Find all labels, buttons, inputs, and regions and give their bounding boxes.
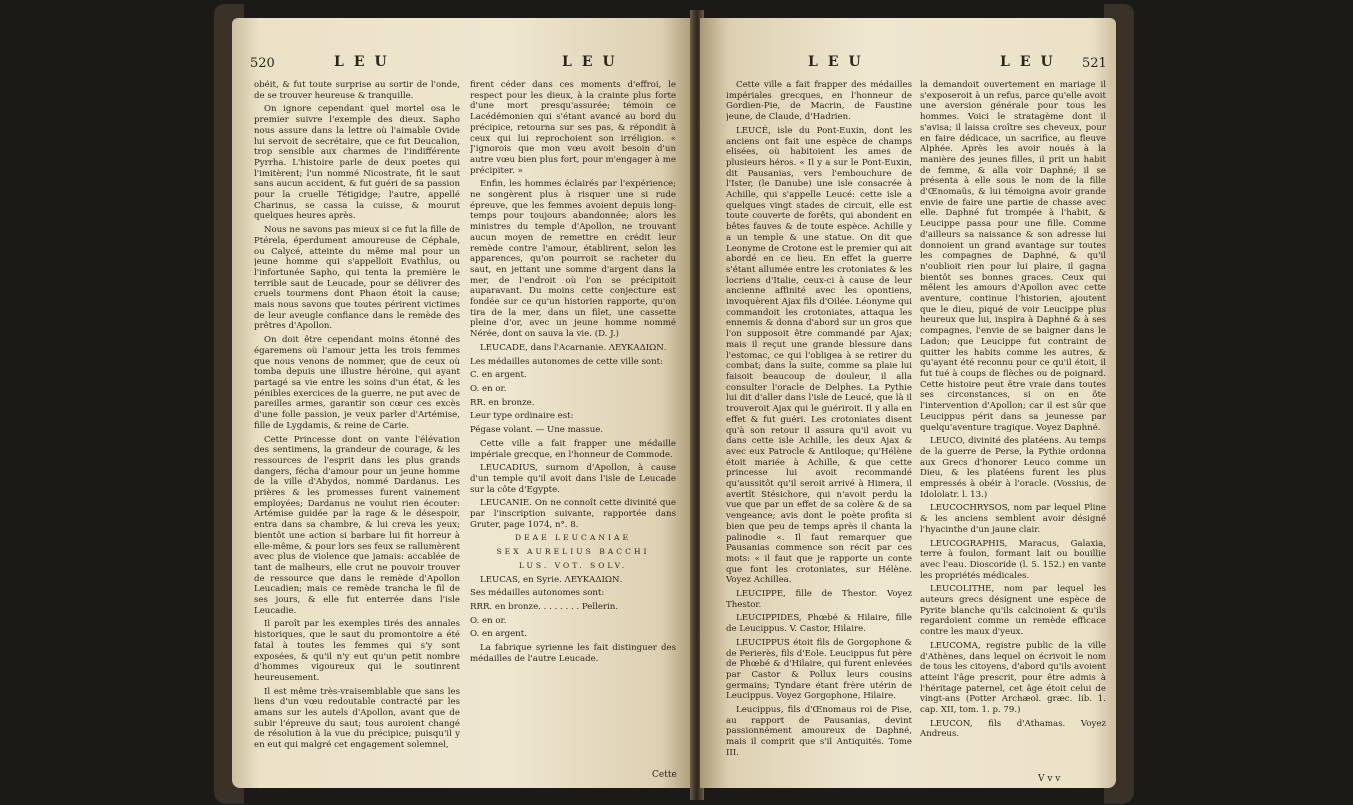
- list-item: Leur type ordinaire est:: [470, 411, 574, 422]
- list-item: Pégase volant. — Une massue.: [470, 425, 604, 436]
- paragraph: LEUCOLITHE, nom par lequel les auteurs grecs désignent une espèce de Pyrite blanche qu'ils calcinoient & qu'ils regardoient comme un remède efficace contre les maux d'yeux.: [920, 584, 1106, 638]
- catchword: Cette: [652, 770, 677, 780]
- inscription-line: SEX AURELIUS BACCHI: [496, 547, 650, 557]
- paragraph: la demandoit ouvertement en mariage il s'exposeroit à un refus, parce qu'elle avoit une aversion générale pour tous les hommes. Voici le stratagème dont il s'avisa; il laissa croître ses cheveux, pour en faire dédicace, un sacrifice, au fleuve Alphée. Après les avoir noués à la manière des jeunes filles, il prit un habit de femme, & alla voir Daphné; il se présenta à elle sous le nom de la fille d'Œnomaüs, & lui témoigna avoir grande envie de faire une partie de chasse avec elle. Daphné fut trompée à l'habit, & Leucippe passa pour une fille. Comme d'ailleurs sa naissance & son adresse lui donnoient un grand avantage sur toutes les compagnes de Daphné, & qu'il n'oublioit rien pour lui plaire, il gagna bientôt ses bonnes graces. Ceux qui mêlent les amours d'Apollon avec cette aventure, continue l'historien, ajoutent que le dieu, piqué de voir Leucippe plus heureux que lui, inspira à Daphné & à ses compagnes, l'envie de se baigner dans le Ladon; que Leucippe fut contraint de quitter les habits comme les autres, & qu'ayant été reconnu pour ce qu'il étoit, il fut tué à coups de flèches ou de poignard. Cette histoire peut être vraie dans toutes ses circonstances, si on en ôte l'intervention d'Apollon; car il est sûr que Leucippus périt dans sa jeunesse par quelqu'aventure tragique. Voyez Daphné.: [920, 80, 1106, 433]
- running-head: LEU: [562, 54, 625, 70]
- running-head: LEU: [808, 54, 871, 70]
- paragraph: Cette Princesse dont on vante l'élévation des sentimens, la grandeur de courage, & les ressources de l'esprit dans les plus grands dangers, fécha d'amour pour un jeune homme de la ville d'Abydos, nommé Dardanus. Les prières & les promesses furent vainement employées; Dardanus ne voulut rien écouter: Artémise guidée par la rage & le désespoir, entra dans sa chambre, & lui creva les yeux; bientôt une action si barbare lui fit horreur à elle-même, & pour lors ses feux se rallumèrent avec plus de violence que jamais: accablée de tant de malheurs, elle crut ne pouvoir trouver de ressource que dans le remède d'Apollon Leucadien; mais ce remède trancha le fil de ses jours, & elle fut enterrée dans l'isle Leucadie.: [254, 434, 460, 616]
- text-column-2: [470, 80, 676, 780]
- entry-heading: LEUCADE, dans l'Acarnanie. ΛΕΥΚΑΔΙΩΝ.: [480, 342, 667, 353]
- page-number: 521: [1082, 56, 1107, 71]
- paragraph: Cette ville a fait frapper des médailles impériales grecques, en l'honneur de Gordien-Pie, de Macrin, de Faustine jeune, de Claude, d'Hadrien.: [726, 80, 912, 123]
- paragraph: Nous ne savons pas mieux si ce fut la fille de Ptérela, éperdument amoureuse de Céphale, ou Calycé, atteinte du même mal pour un jeune homme qui s'appelloit Evathlus, ou l'infortunée Sapho, qui tenta la première le terrible saut de Leucade, pour se délivrer des cruels tourmens dont Phaon étoit la cause; mais nous savons que toutes périrent victimes de leur aveugle confiance dans le remède des prêtres d'Apollon.: [254, 225, 460, 332]
- paragraph: LEUCON, fils d'Athamas. Voyez Andreus.: [920, 718, 1106, 740]
- list-item: RR. en bronze.: [470, 397, 535, 408]
- right-page: [700, 18, 1116, 788]
- text-column-1: [254, 80, 460, 780]
- list-item: RRR. en bronze. . . . . . . . Pellerin.: [470, 601, 619, 612]
- list-item: O. en or.: [470, 615, 507, 626]
- text-column-1: [726, 80, 912, 780]
- signature-mark: V v v: [1038, 774, 1061, 784]
- list-item: C. en argent.: [470, 370, 527, 381]
- paragraph: LEUCOGRAPHIS, Maracus, Galaxia, terre à foulon, formant lait ou bouillie avec l'eau. Dioscoride (l. 5. 152.) en vante les propriétés médicales.: [920, 538, 1106, 581]
- paragraph: LEUCÉ, isle du Pont-Euxin, dont les anciens ont fait une espèce de champs elisées, où habitoient les ames de plusieurs héros. « Il y a sur le Pont-Euxin, dit Pausanias, vers l'embouchure de l'Ister, (le Danube) une isle consacrée à Achille, qui s'appelle Leucé: cette isle a quelques vingt stades de circuit, elle est toute couverte de forêts, qui abondent en bêtes fauves & de toute espèce. Achille y a un temple & une statue. On dit que Leonyme de Crotone est le premier qui ait abordé en ce lieu. En effet la guerre s'étant allumée entre les crotoniates & les locriens d'Italie, ceux-ci à cause de leur ancienne affinité avec les opontiens, invoquèrent Ajax fils d'Oilée. Léonyme qui commandoit les crotoniates, attaqua les ennemis & donna d'abord sur un gros que l'on supposoit être commandé par Ajax; mais il reçut une grande blessure dans l'estomac, ce qui l'obligea à se retirer du combat; dans la suite, comme sa plaie lui faisoit beaucoup de douleur, il alla consulter l'oracle de Delphes. La Pythie lui dit d'aller dans l'isle de Leucé, que là il trouveroit Ajax qui le guériroit. Il y alla en effet & fut guéri. Les crotoniates disent qu'à son retour il assura qu'il avoit vu dans cette isle Achille, les deux Ajax & avec eux Patrocle & Antiloque; qu'Hélène étoit mariée à Achille, & que cette princesse lui avoit recommandé qu'aussitôt qu'il seroit arrivé à Himera, il avertît Stésichore, qui n'avoit perdu la vue que par un effet de sa colère & de sa vengeance; avis dont le poète profita si bien que peu de temps après il chanta la palinodie «. Il faut remarquer que Pausanias commence son récit par ces mots: « il faut que je rapporte un conte que font les crotoniates, sur Hélène. Voyez Achillea.: [726, 125, 912, 586]
- paragraph: Enfin, les hommes éclairés par l'expérience; ne songèrent plus à risquer une si rude épreuve, que les femmes avoient depuis long-temps pour toujours abandonnée; alors les ministres du temple d'Apollon, ne trouvant aucun moyen de remettre en crédit leur remède contre l'amour, établirent, selon les apparences, qu'on pourroit se racheter du saut, en jettant une somme d'argent dans la mer, de l'endroit où l'on se précipitoit auparavant. Du moins cette conjecture est fondée sur ce qu'un historien rapporte, qu'on tira de la mer, dans un filet, une cassette pleine d'or, avec un jeune homme nommé Nérée, dont on sauva la vie. (D. J.): [470, 179, 676, 340]
- left-page: [232, 18, 694, 788]
- paragraph: LEUCOCHRYSOS, nom par lequel Pline & les anciens semblent avoir désigné l'hyacinthe d'un jaune clair.: [920, 503, 1106, 535]
- paragraph: LEUCIPPUS étoit fils de Gorgophone & de Perierès, fils d'Eole. Leucippus fut père de Phœbé & d'Hilaire, qui furent enlevées par Castor & Pollux leurs cousins germains; Tyndare étant frère utérin de Leucippus. Voyez Gorgophone, Hilaire.: [726, 637, 912, 702]
- entry-heading: LEUCAS, en Syrie. ΛΕΥΚΑΔΙΩΝ.: [480, 574, 623, 585]
- paragraph: LEUCO, divinité des platéens. Au temps de la guerre de Perse, la Pythie ordonna aux Grecs d'honorer Leuco comme un Dieu, & les platéens furent les plus empressés à obéir à l'oracle. (Vossius, de Idololatr. l. 13.): [920, 436, 1106, 500]
- entry-heading: LEUCANIE. On ne connoît cette divinité que par l'inscription suivante, rapportée dans Gruter, page 1074, n°. 8.: [470, 498, 676, 530]
- page-number: 520: [250, 56, 275, 71]
- paragraph: Il paroît par les exemples tirés des annales historiques, que le saut du promontoire a été fatal à toutes les femmes qui s'y sont exposées, & qu'il n'y eut qu'un petit nombre d'hommes vigoureux qui le soutinrent heureusement.: [254, 619, 460, 683]
- entry-heading: LEUCADIUS, surnom d'Apollon, à cause d'un temple qu'il avoit dans l'isle de Leucade sur la côte d'Egypte.: [470, 463, 676, 495]
- running-head: LEU: [1000, 54, 1063, 70]
- paragraph: Il est même très-vraisemblable que sans les liens d'un vœu redoutable contracté par les amans sur les autels d'Apollon, avant que de subir l'épreuve du saut; tous auroient changé de résolution à la vue du précipice; puisqu'il y en eut qui malgré cet engagement solemnel,: [254, 686, 460, 751]
- paragraph: Ses médailles autonomes sont:: [470, 588, 605, 599]
- list-item: O. en argent.: [470, 629, 527, 640]
- paragraph: On ignore cependant quel mortel osa le premier suivre l'exemple des dieux. Sapho nous assure dans la lettre où l'aimable Ovide lui servoit de secrétaire, que ce fut Deucalion, trop sensible aux charmes de l'indifférente Pyrrha. L'histoire parle de deux poetes qui l'imitèrent; l'un nommé Nicostrate, fit le saut sans aucun accident, & fut guéri de sa passion pour la cruelle Tétigidge; l'autre, appellé Charinus, se cassa la cuisse, & mourut quelques heures après.: [254, 104, 460, 222]
- paragraph: LEUCIPPIDES, Phœbé & Hilaire, fille de Leucippus. V. Castor, Hilaire.: [726, 613, 912, 635]
- paragraph: Cette ville a fait frapper une médaille impériale grecque, en l'honneur de Commode.: [470, 438, 676, 460]
- paragraph: obéit, & fut toute surprise au sortir de l'onde, de se trouver heureuse & tranquille.: [254, 80, 460, 101]
- paragraph: La fabrique syrienne les fait distinguer des médailles de l'autre Leucade.: [470, 643, 676, 664]
- inscription-line: LUS. VOT. SOLV.: [518, 560, 628, 570]
- paragraph: LEUCIPPE, fille de Thestor. Voyez Thestor.: [726, 589, 912, 610]
- paragraph: LEUCOMA, registre public de la ville d'Athènes, dans lequel on écrivoit le nom de tous les citoyens, d'abord qu'ils avoient atteint l'âge prescrit, pour être admis à l'héritage paternel, cet âge étoit celui de vingt-ans (Potter Archæol. græc. lib. 1. cap. XII, tom. 1. p. 79.): [920, 640, 1106, 716]
- text-column-2: [920, 80, 1106, 780]
- running-head: LEU: [334, 54, 397, 70]
- list-item: O. en or.: [470, 383, 507, 394]
- paragraph: Leucippus, fils d'Œnomaus roi de Pise, au rapport de Pausanias, devint passionnément amoureux de Daphné, mais il comprit que s'il Antiquités. Tome III.: [726, 705, 912, 758]
- inscription-line: DEAE LEUCANIAE: [514, 533, 632, 543]
- paragraph: Les médailles autonomes de cette ville sont:: [470, 356, 663, 367]
- paragraph: firent céder dans ces moments d'effroi, le respect pour les dieux, à la crainte plus forte d'une mort presqu'assurée; témoin ce Lacédémonien qui s'étant avancé au bord du précipice, retourna sur ses pas, & répondit à ceux qui lui reprochoient son irréligion. « J'ignorois que mon vœu avoit besoin d'un autre vœu bien plus fort, pour m'engager à me précipiter. »: [470, 80, 676, 176]
- paragraph: On doit être cependant moins étonné des égaremens où l'amour jetta les trois femmes que nous venons de nommer, que de ceux où tomba depuis une illustre héroine, qui ayant partagé sa vie entre les soins d'un état, & les pénibles exercices de la guerre, ne put avec de pareilles armes, garantir son cœur ces excès d'une folle passion, je veux parler d'Artémise, fille de Lygdamis, & reine de Carie.: [254, 335, 460, 431]
